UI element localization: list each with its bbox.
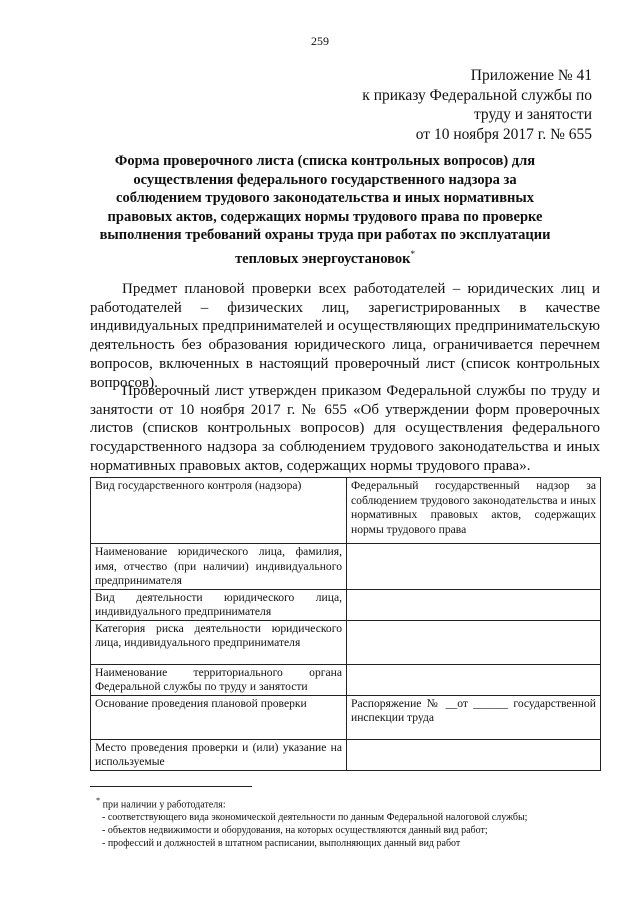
table-row — [91, 544, 601, 590]
row-label: Категория риска деятельности юридического лица, индивидуального предпринимателя — [91, 620, 347, 664]
table-row — [91, 620, 601, 664]
document-title — [90, 152, 560, 268]
footnote-item: - профессий и должностей в штатном расписании, выполняющих данный вид работ — [102, 838, 461, 850]
footnote-intro-text: при наличии у работодателя: — [102, 799, 226, 811]
row-value — [347, 664, 601, 695]
row-label: Вид государственного контроля (надзора) — [91, 478, 347, 544]
table-row — [91, 664, 601, 695]
row-value — [347, 620, 601, 664]
row-label: Наименование юридического лица, фамилия, имя, отчество (при наличии) индивидуального предпринимателя — [91, 544, 347, 590]
row-label: Место проведения проверки и (или) указание на используемые — [91, 739, 347, 770]
footnote-item: - соответствующего вида экономической деятельности по данным Федеральной налоговой службы; — [102, 812, 528, 824]
row-label: Наименование территориального органа Федеральной службы по труду и занятости — [91, 664, 347, 695]
document-title-text: Форма проверочного листа (списка контрольных вопросов) для осуществления федерального государственного надзора за соблюдением трудового законодательства и иных нормативных правовых актов, содержащих нормы трудового права по проверке выполнения требований охраны труда при работах по эксплуатации тепловых энергоустановок — [99, 153, 551, 267]
row-value — [347, 544, 601, 590]
footnote-intro — [96, 794, 606, 811]
appendix-line-2: к приказу Федеральной службы по — [362, 86, 592, 104]
table-row — [91, 589, 601, 620]
row-value: Распоряжение № __от ______ государственной инспекции труда — [347, 695, 601, 739]
footnotes — [96, 794, 606, 850]
title-footnote-marker: * — [410, 248, 415, 259]
appendix-line-3: труду и занятости — [473, 106, 592, 123]
row-label: Основание проведения плановой проверки — [91, 695, 347, 739]
table-row — [91, 478, 601, 544]
row-value — [347, 589, 601, 620]
footnote-divider — [90, 786, 252, 787]
appendix-line-4: от 10 ноября 2017 г. № 655 — [415, 125, 592, 143]
paragraph-approval: Проверочный лист утвержден приказом Федеральной службы по труду и занятости от 10 ноября 2017 г. № 655 «Об утверждении форм проверочных листов (списков контрольных вопросов) для осуществления федерального государственного надзора за соблюдением трудового законодательства и иных нормативных правовых актов, содержащих нормы трудового права». — [90, 383, 600, 474]
row-value: Федеральный государственный надзор за соблюдением трудового законодательства и иных нормативных правовых актов, содержащих нормы трудового права — [347, 478, 601, 544]
footnote-item: - объектов недвижимости и оборудования, на которых осуществляются данный вид работ; — [102, 825, 488, 837]
row-label: Вид деятельности юридического лица, индивидуального предпринимателя — [91, 589, 347, 620]
table-row — [91, 695, 601, 739]
inspection-info-table — [90, 477, 601, 771]
page-number: 259 — [311, 34, 329, 48]
row-value — [347, 739, 601, 770]
table-row — [91, 739, 601, 770]
appendix-line-1: Приложение № 41 — [470, 67, 592, 84]
paragraph-inspection-subject: Предмет плановой проверки всех работодателей – юридических лиц и работодателей – физических лиц, зарегистрированных в качестве индивидуальных предпринимателей и осуществляющих предпринимательскую деятельность без образования юридического лица, ограничивается перечнем вопросов, включенных в настоящий проверочный лист (список контрольных вопросов). — [90, 281, 600, 391]
appendix-reference — [312, 66, 592, 144]
footnote-marker: * — [96, 796, 101, 805]
